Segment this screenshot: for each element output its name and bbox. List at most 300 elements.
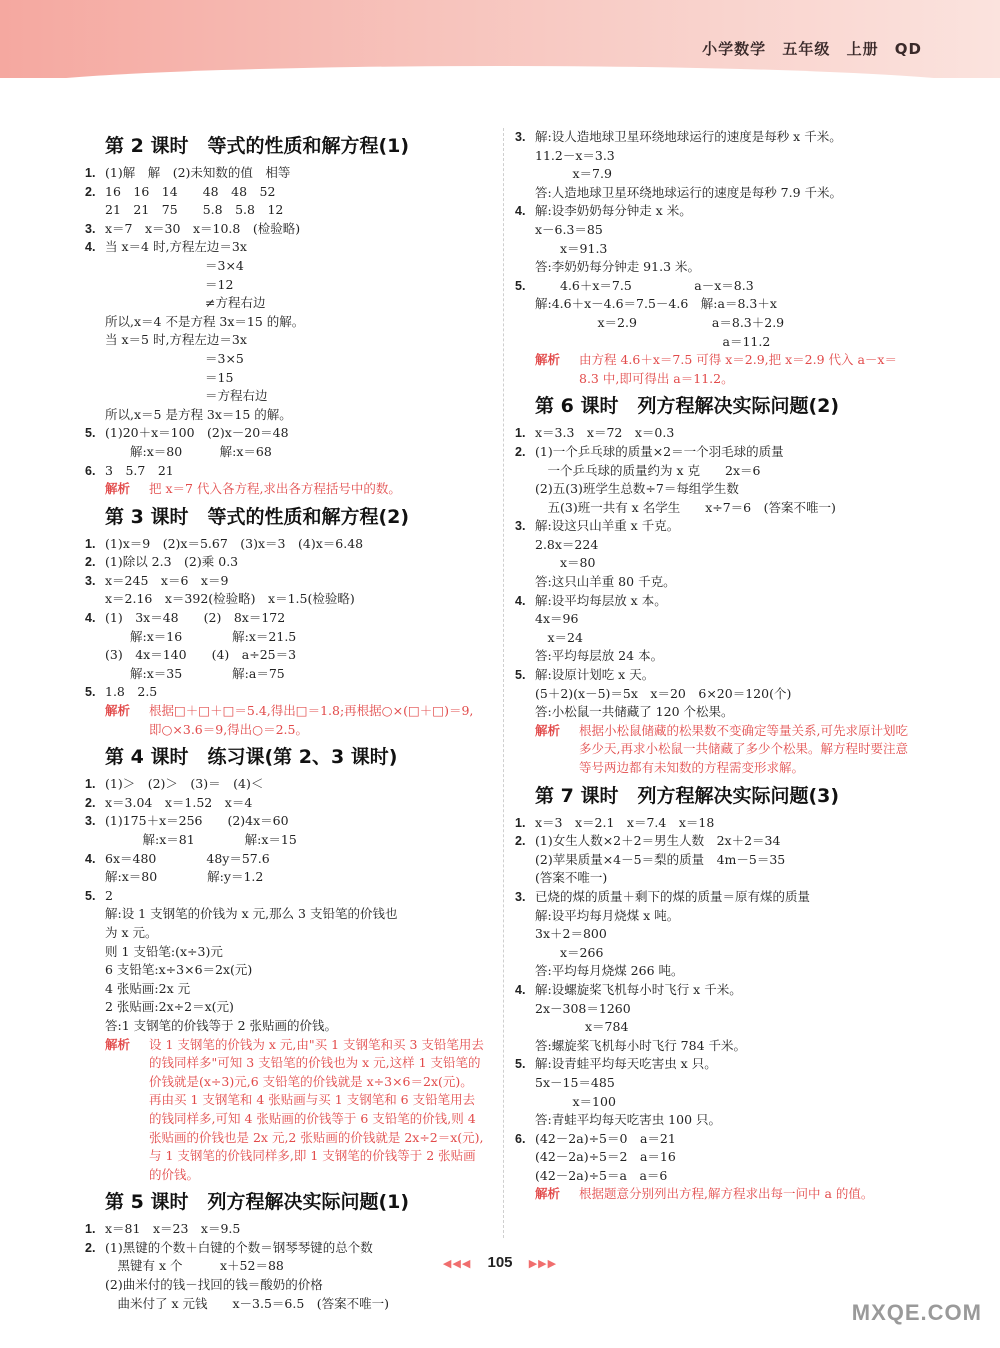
- answer-line: [515, 925, 915, 944]
- analysis-text: 根据小松鼠储藏的松果数不变确定等量关系,可先求原计划吃多少天,再求小松鼠一共储藏了多少个松果。解方程时要注意等号两边都有未知数的方程需变形求解。: [579, 722, 908, 775]
- answer-text: ＝3×5: [105, 350, 244, 366]
- lesson-title: 第 2 课时 等式的性质和解方程(1): [105, 135, 410, 157]
- question-number: [515, 221, 535, 240]
- answer-line: [515, 277, 915, 296]
- answer-text: (2)曲米付的钱－找回的钱＝酸奶的价格: [105, 1277, 323, 1293]
- question-number: 3.: [85, 814, 96, 829]
- analysis-note: [515, 351, 915, 388]
- answer-text: x－6.3＝85: [535, 221, 603, 237]
- answer-text: 1.8 2.5: [105, 684, 158, 700]
- question-number: [515, 462, 535, 481]
- lesson-section: [85, 743, 485, 1184]
- question-number: 4.: [515, 593, 526, 608]
- answer-text: ＝方程右边: [105, 388, 268, 404]
- watermark: MXQE.COM: [851, 1300, 982, 1325]
- lesson-title: 第 6 课时 列方程解决实际问题(2): [535, 395, 840, 418]
- lesson-section: [85, 132, 485, 499]
- lesson-title: 第 4 课时 练习课(第 2、3 课时): [105, 746, 398, 769]
- question-number: [85, 294, 105, 313]
- answer-text: 4.6＋x＝7.5 a－x＝8.3: [535, 277, 754, 293]
- answer-line: [85, 1220, 485, 1239]
- answer-line: [85, 369, 485, 388]
- answer-line: [85, 220, 485, 239]
- question-number: 5.: [515, 278, 526, 293]
- answer-line: [85, 943, 485, 962]
- answer-line: [515, 1130, 915, 1149]
- question-number: [85, 276, 105, 295]
- answer-text: 解:设平均每月烧煤 x 吨。: [535, 907, 680, 923]
- question-number: [515, 1148, 535, 1167]
- answer-text: 答:这只山羊重 80 千克。: [535, 574, 676, 590]
- analysis-label: 解析: [105, 1036, 131, 1052]
- question-number: [515, 184, 535, 203]
- answer-line: [85, 905, 485, 924]
- answer-text: 解:设平均每层放 x 本。: [535, 592, 667, 608]
- answer-text: (42－2a)÷5＝0 a＝21: [535, 1130, 676, 1146]
- question-number: [85, 350, 105, 369]
- lesson-section: [85, 1188, 485, 1313]
- answer-text: 解:x＝81 解:x＝15: [105, 832, 297, 847]
- answer-line: [85, 553, 485, 572]
- answer-text: (1) 3x＝48 (2) 8x＝172: [105, 610, 286, 626]
- answer-line: [85, 665, 485, 684]
- question-number: [515, 499, 535, 518]
- question-number: [515, 685, 535, 704]
- answer-line: [85, 294, 485, 313]
- lesson-section: [85, 503, 485, 740]
- answer-text: (2)五(3)班学生总数÷7＝每组学生数: [535, 481, 739, 497]
- right-column: [515, 128, 915, 1204]
- answer-line: [515, 851, 915, 870]
- answer-line: [85, 572, 485, 591]
- answer-text: 解:x＝16 解:x＝21.5: [105, 628, 297, 644]
- answer-text: 11.2－x＝3.3: [535, 147, 615, 163]
- answer-line: [515, 443, 915, 462]
- answer-text: 2 张贴画:2x÷2＝x(元): [105, 999, 234, 1015]
- question-number: [515, 258, 535, 277]
- question-number: 3.: [515, 130, 526, 144]
- question-number: [85, 406, 105, 425]
- answer-line: [85, 313, 485, 332]
- question-number: 1.: [85, 536, 96, 551]
- answer-text: 解:设青蛙平均每天吃害虫 x 只。: [535, 1056, 717, 1072]
- answer-line: [85, 535, 485, 554]
- answer-line: [85, 646, 485, 665]
- answer-line: [85, 887, 485, 906]
- prev-arrows-icon: ◀◀◀: [442, 1258, 472, 1270]
- question-number: [515, 333, 535, 352]
- answer-line: [515, 554, 915, 573]
- analysis-text: 设 1 支钢笔的价钱为 x 元,由"买 1 支钢笔和买 3 支铅笔用去的钱同样多"可知 3 支铅笔的价钱也为 x 元,这样 1 支铅笔的价钱就是(x÷3)元,6 支铅笔的价钱就是 x÷3×6＝2x(元)。再由买 1 支钢笔和 4 张贴画与买 1 支钢笔和 6 支铅笔用去的钱同样多,可知 4 张贴画的价钱等于 6 支铅笔的价钱,则 4 张贴画的价钱也是 2x 元,2 张贴画的价钱就是 2x÷2＝x(元),与 1 支钢笔的价钱同样多,即 1 支钢笔的价钱等于 2 张贴画的价钱。: [149, 1036, 484, 1182]
- question-number: 5.: [85, 685, 96, 700]
- answer-line: [85, 331, 485, 350]
- answer-text: 6 支铅笔:x÷3×6＝2x(元): [105, 962, 253, 978]
- answer-text: 答:青蛙平均每天吃害虫 100 只。: [535, 1112, 722, 1128]
- analysis-label: 解析: [535, 1186, 561, 1202]
- question-number: 1.: [85, 166, 96, 180]
- analysis-text: 由方程 4.6＋x＝7.5 可得 x＝2.9,把 x＝2.9 代入 a－x＝8.3 中,即可得出 a＝11.2。: [579, 352, 897, 386]
- answer-text: 16 16 14 48 48 52: [105, 183, 276, 199]
- answer-line: [85, 980, 485, 999]
- question-number: [515, 480, 535, 499]
- answer-line: [515, 610, 915, 629]
- answer-text: (42－2a)÷5＝a a＝6: [535, 1167, 668, 1183]
- answer-line: [515, 629, 915, 648]
- question-number: 4.: [85, 611, 96, 626]
- answer-text: x＝81 x＝23 x＝9.5: [105, 1221, 241, 1237]
- answer-text: 6x＝480 48y＝57.6: [105, 850, 270, 866]
- lesson-title: 第 7 课时 列方程解决实际问题(3): [535, 784, 840, 807]
- answer-text: 答:人造地球卫星环绕地球运行的速度是每秒 7.9 千米。: [535, 184, 843, 200]
- answer-line: [85, 924, 485, 943]
- answer-text: 为 x 元。: [105, 924, 158, 940]
- answer-line: [85, 462, 485, 481]
- question-number: 1.: [85, 777, 96, 792]
- answer-text: 黑键有 x 个 x＋52＝88: [105, 1258, 284, 1274]
- question-number: [85, 443, 105, 462]
- analysis-note: [85, 1036, 485, 1185]
- question-number: [515, 647, 535, 666]
- question-number: [85, 387, 105, 406]
- question-number: [85, 980, 105, 999]
- question-number: [85, 628, 105, 647]
- answer-text: x＝91.3: [535, 240, 608, 256]
- answer-line: [85, 257, 485, 276]
- answer-line: [515, 221, 915, 240]
- answer-line: [515, 333, 915, 352]
- question-number: [85, 961, 105, 980]
- answer-line: [85, 609, 485, 628]
- answer-line: [85, 424, 485, 443]
- question-number: 4.: [515, 982, 526, 997]
- question-number: [515, 925, 535, 944]
- question-number: [85, 369, 105, 388]
- answer-line: [515, 907, 915, 926]
- question-number: 1.: [515, 426, 526, 441]
- answer-text: 当 x＝4 时,方程左边＝3x: [105, 239, 247, 255]
- analysis-text: 根据□＋□＋□＝5.4,得出□＝1.8;再根据○×(□＋□)＝9,即○×3.6＝9,得出○＝2.5。: [149, 703, 474, 737]
- question-number: [515, 240, 535, 259]
- answer-text: a＝11.2: [535, 333, 771, 349]
- answer-line: [515, 573, 915, 592]
- question-number: [515, 1074, 535, 1093]
- answer-text: 已烧的煤的质量＋剩下的煤的质量＝原有煤的质量: [535, 888, 811, 904]
- answer-text: x＝266: [535, 944, 604, 960]
- question-number: [85, 331, 105, 350]
- answer-text: 解:设螺旋桨飞机每小时飞行 x 千米。: [535, 981, 742, 997]
- question-number: 3.: [85, 573, 96, 588]
- question-number: [85, 1017, 105, 1036]
- answer-line: [515, 499, 915, 518]
- answer-line: [515, 685, 915, 704]
- answer-text: (1)除以 2.3 (2)乘 0.3: [105, 554, 239, 570]
- answer-line: [85, 1276, 485, 1295]
- answer-text: 当 x＝5 时,方程左边＝3x: [105, 332, 247, 348]
- question-number: [515, 962, 535, 981]
- question-number: 5.: [85, 888, 96, 903]
- answer-text: 解:设这只山羊重 x 千克。: [535, 518, 680, 534]
- answer-line: [515, 536, 915, 555]
- next-arrows-icon: ▶▶▶: [528, 1258, 558, 1270]
- question-number: [85, 313, 105, 332]
- lesson-section: [515, 128, 915, 388]
- answer-text: x＝784: [535, 1019, 629, 1035]
- answer-text: 21 21 75 5.8 5.8 12: [105, 202, 284, 218]
- question-number: [515, 703, 535, 722]
- answer-line: [85, 406, 485, 425]
- answer-text: x＝24: [535, 629, 583, 645]
- answer-line: [515, 1055, 915, 1074]
- answer-line: [85, 998, 485, 1017]
- answer-text: 解:x＝80 解:y＝1.2: [105, 869, 264, 885]
- question-number: 2.: [85, 1240, 96, 1255]
- answer-line: [85, 183, 485, 202]
- answer-text: (2)苹果质量×4－5＝梨的质量 4m－5＝35: [535, 851, 786, 867]
- answer-line: [515, 480, 915, 499]
- question-number: 5.: [515, 668, 526, 683]
- answer-text: 答:平均每月烧煤 266 吨。: [535, 963, 684, 979]
- answer-text: x＝100: [535, 1093, 616, 1109]
- answer-line: [515, 1148, 915, 1167]
- question-number: [515, 1018, 535, 1037]
- question-number: 4.: [85, 851, 96, 866]
- question-number: 2.: [85, 184, 96, 199]
- answer-line: [515, 592, 915, 611]
- analysis-note: [85, 702, 485, 739]
- answer-text: x＝245 x＝6 x＝9: [105, 572, 229, 588]
- question-number: 1.: [85, 1222, 96, 1237]
- answer-line: [85, 276, 485, 295]
- answer-line: [515, 1111, 915, 1130]
- answer-line: [515, 869, 915, 888]
- answer-text: 所以,x＝4 不是方程 3x＝15 的解。: [105, 313, 305, 329]
- question-number: [85, 868, 105, 887]
- answer-line: [515, 202, 915, 221]
- answer-text: x＝80: [535, 555, 596, 571]
- answer-line: [85, 387, 485, 406]
- answer-line: [515, 165, 915, 184]
- analysis-text: 把 x＝7 代入各方程,求出各方程括号中的数。: [149, 481, 401, 497]
- page-number: 105: [487, 1254, 513, 1271]
- answer-text: (1)黑键的个数＋白键的个数＝钢琴琴键的总个数: [105, 1239, 373, 1255]
- answer-line: [515, 703, 915, 722]
- answer-text: (1)女生人数×2＋2＝男生人数 2x＋2＝34: [535, 833, 781, 849]
- question-number: [515, 314, 535, 333]
- question-number: [85, 1295, 105, 1314]
- answer-text: 五(3)班一共有 x 名学生 x÷7＝6 (答案不唯一): [535, 499, 836, 515]
- analysis-note: [515, 1185, 915, 1204]
- answer-line: [85, 164, 485, 183]
- answer-text: 解:4.6＋x－4.6＝7.5－4.6 解:a＝8.3＋x: [535, 296, 777, 312]
- answer-line: [515, 666, 915, 685]
- answer-line: [515, 981, 915, 1000]
- analysis-note: [85, 480, 485, 499]
- answer-text: 一个乒乓球的质量约为 x 克 2x＝6: [535, 462, 761, 478]
- question-number: [515, 147, 535, 166]
- question-number: [515, 1037, 535, 1056]
- answer-line: [515, 240, 915, 259]
- answer-text: ＝15: [105, 369, 234, 385]
- analysis-label: 解析: [105, 703, 131, 719]
- question-number: 2.: [85, 555, 96, 570]
- answer-line: [515, 258, 915, 277]
- answer-line: [515, 1167, 915, 1186]
- answer-text: (1)20＋x＝100 (2)x－20＝48: [105, 425, 289, 441]
- question-number: [85, 665, 105, 684]
- answer-text: x＝2.16 x＝392(检验略) x＝1.5(检验略): [105, 591, 355, 607]
- question-number: [515, 1093, 535, 1112]
- answer-line: [85, 831, 485, 850]
- question-number: 5.: [515, 1057, 526, 1072]
- answer-line: [515, 1018, 915, 1037]
- question-number: [515, 610, 535, 629]
- answer-line: [85, 961, 485, 980]
- question-number: [85, 646, 105, 665]
- question-number: [85, 905, 105, 924]
- question-number: 2.: [515, 444, 526, 459]
- analysis-label: 解析: [535, 722, 561, 738]
- answer-text: 3x＋2＝800: [535, 926, 607, 942]
- answer-text: 解:x＝80 解:x＝68: [105, 443, 272, 459]
- answer-line: [515, 128, 915, 147]
- answer-line: [515, 832, 915, 851]
- question-number: 3.: [515, 519, 526, 534]
- answer-line: [515, 184, 915, 203]
- lesson-title: 第 3 课时 等式的性质和解方程(2): [105, 505, 410, 528]
- question-number: [515, 851, 535, 870]
- question-number: [85, 1276, 105, 1295]
- answer-line: [515, 944, 915, 963]
- answer-text: 3 5.7 21: [105, 462, 174, 478]
- answer-line: [85, 683, 485, 702]
- question-number: 6.: [515, 1131, 526, 1146]
- question-number: [515, 907, 535, 926]
- left-column: [85, 128, 485, 1313]
- question-number: 4.: [515, 204, 526, 219]
- answer-text: 曲米付了 x 元钱 x－3.5＝6.5 (答案不唯一): [105, 1295, 390, 1311]
- question-number: 3.: [515, 889, 526, 904]
- answer-text: (1)x＝9 (2)x＝5.67 (3)x＝3 (4)x＝6.48: [105, 535, 364, 551]
- answer-line: [515, 814, 915, 833]
- answer-line: [85, 201, 485, 220]
- answer-text: 解:设 1 支钢笔的价钱为 x 元,那么 3 支铅笔的价钱也: [105, 906, 398, 922]
- answer-text: 解:x＝35 解:a＝75: [105, 665, 285, 681]
- answer-line: [515, 1037, 915, 1056]
- question-number: [85, 257, 105, 276]
- lesson-section: [515, 782, 915, 1204]
- answer-line: [515, 1093, 915, 1112]
- question-number: 3.: [85, 221, 96, 236]
- analysis-label: 解析: [535, 352, 561, 368]
- question-number: [515, 629, 535, 648]
- answer-text: 则 1 支铅笔:(x÷3)元: [105, 943, 223, 959]
- answer-text: 答:平均每层放 24 本。: [535, 648, 664, 664]
- question-number: [85, 590, 105, 609]
- answer-line: [85, 850, 485, 869]
- answer-text: ＝12: [105, 276, 234, 292]
- question-number: [515, 1167, 535, 1186]
- answer-line: [515, 888, 915, 907]
- answer-text: 5x－15＝485: [535, 1074, 615, 1090]
- answer-line: [85, 443, 485, 462]
- answer-text: (1)175＋x＝256 (2)4x＝60: [105, 813, 289, 829]
- answer-line: [85, 1017, 485, 1036]
- answer-text: 4 张贴画:2x 元: [105, 980, 191, 996]
- answer-text: 2.8x＝224: [535, 536, 599, 552]
- question-number: [515, 536, 535, 555]
- answer-line: [515, 1000, 915, 1019]
- answer-text: 2: [105, 887, 113, 903]
- answer-text: (1)解 解 (2)未知数的值 相等: [105, 165, 291, 180]
- answer-line: [85, 590, 485, 609]
- answer-line: [85, 350, 485, 369]
- question-number: 6.: [85, 463, 96, 478]
- answer-line: [85, 812, 485, 831]
- answer-text: ≠方程右边: [105, 295, 266, 311]
- answer-text: 所以,x＝5 是方程 3x＝15 的解。: [105, 406, 292, 422]
- answer-text: (5＋2)(x－5)＝5x x＝20 6×20＝120(个): [535, 685, 792, 701]
- question-number: [85, 998, 105, 1017]
- answer-line: [515, 462, 915, 481]
- question-number: [515, 554, 535, 573]
- answer-text: x＝2.9 a＝8.3＋2.9: [535, 314, 785, 330]
- analysis-text: 根据题意分别列出方程,解方程求出每一问中 a 的值。: [579, 1186, 874, 1202]
- question-number: 4.: [85, 240, 96, 255]
- answer-text: ＝3×4: [105, 257, 244, 273]
- question-number: 2.: [515, 834, 526, 849]
- answer-text: x＝3.3 x＝72 x＝0.3: [535, 425, 675, 441]
- answer-line: [515, 147, 915, 166]
- column-divider: [503, 128, 504, 1238]
- answer-text: x＝7 x＝30 x＝10.8 (检验略): [105, 220, 301, 236]
- answer-line: [515, 314, 915, 333]
- answer-text: 答:螺旋桨飞机每小时飞行 784 千米。: [535, 1037, 747, 1053]
- question-number: [515, 165, 535, 184]
- lesson-section: [515, 392, 915, 777]
- answer-line: [515, 647, 915, 666]
- question-number: [85, 943, 105, 962]
- answer-text: 解:设李奶奶每分钟走 x 米。: [535, 203, 692, 219]
- answer-text: x＝7.9: [535, 166, 612, 182]
- question-number: [515, 1000, 535, 1019]
- question-number: [85, 201, 105, 220]
- question-number: [515, 573, 535, 592]
- answer-text: 解:设人造地球卫星环绕地球运行的速度是每秒 x 千米。: [535, 129, 842, 144]
- answer-text: (1)一个乒乓球的质量×2＝一个羽毛球的质量: [535, 443, 784, 459]
- answer-text: 答:小松鼠一共储藏了 120 个松果。: [535, 704, 734, 720]
- page-footer: [0, 1254, 1000, 1271]
- answer-text: (答案不唯一): [535, 870, 608, 886]
- answer-text: x＝3 x＝2.1 x＝7.4 x＝18: [535, 814, 715, 830]
- question-number: [515, 944, 535, 963]
- analysis-note: [515, 722, 915, 778]
- answer-line: [515, 1074, 915, 1093]
- question-number: 1.: [515, 815, 526, 830]
- question-number: 2.: [85, 795, 96, 810]
- answer-line: [85, 628, 485, 647]
- book-label: 小学数学 五年级 上册 QD: [702, 40, 922, 58]
- answer-text: x＝3.04 x＝1.52 x＝4: [105, 794, 253, 810]
- answer-line: [515, 295, 915, 314]
- answer-line: [85, 868, 485, 887]
- answer-line: [85, 794, 485, 813]
- answer-line: [515, 424, 915, 443]
- answer-text: 答:李奶奶每分钟走 91.3 米。: [535, 259, 700, 275]
- answer-text: 答:1 支钢笔的价钱等于 2 张贴画的价钱。: [105, 1017, 338, 1033]
- answer-text: 2x－308＝1260: [535, 1000, 631, 1016]
- answer-line: [85, 775, 485, 794]
- answer-text: 4x＝96: [535, 611, 579, 627]
